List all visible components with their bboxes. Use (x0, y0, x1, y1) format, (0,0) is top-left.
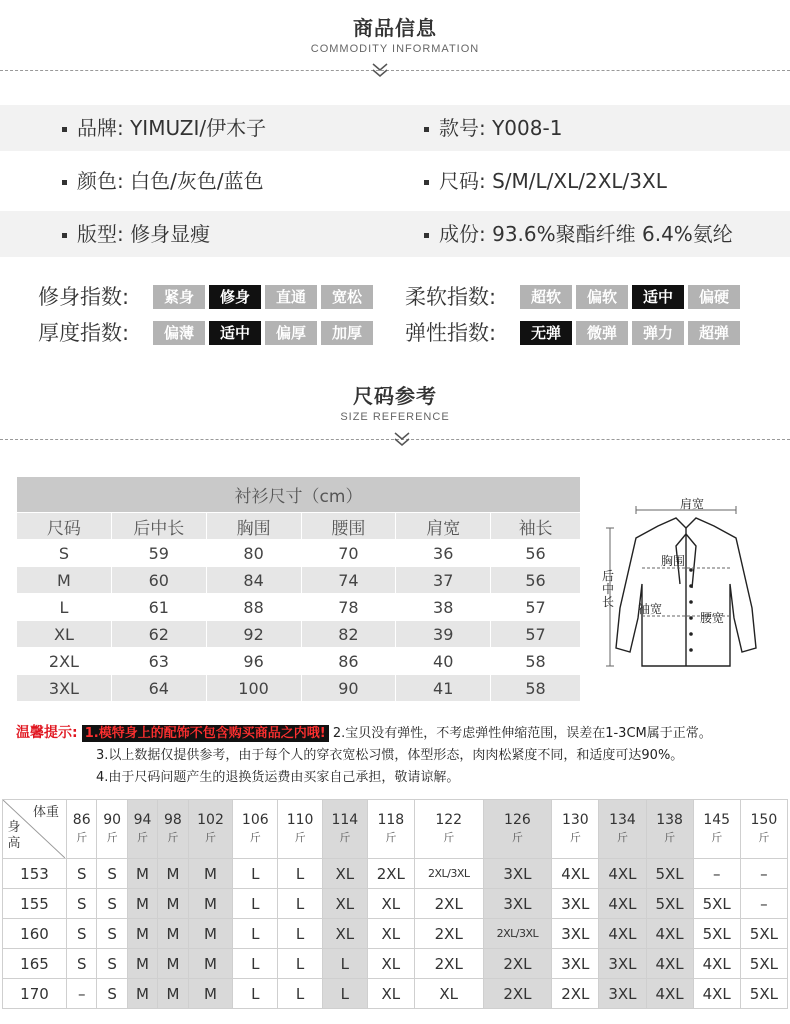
fit-grid-cell: 3XL (483, 889, 552, 919)
weight-unit: 斤 (711, 831, 723, 844)
size-table-header-cell: 腰围 (301, 513, 396, 540)
weight-value: 130 (561, 812, 589, 828)
size-table-cell: 63 (111, 648, 206, 675)
size-table-header-cell: 肩宽 (396, 513, 491, 540)
notes (16, 722, 786, 789)
fit-grid-cell: 3XL (552, 949, 599, 979)
size-table-cell: 58 (491, 675, 581, 702)
weight-header-cell (599, 800, 646, 859)
fit-grid-cell: XL (414, 979, 483, 1009)
commodity-heading-cn: 商品信息 (353, 16, 437, 40)
size-table-row (17, 648, 581, 675)
size-table-cell: 78 (301, 594, 396, 621)
fit-grid-cell: 2XL/3XL (414, 859, 483, 889)
weight-value: 114 (331, 812, 359, 828)
weight-unit: 斤 (511, 831, 523, 844)
fit-grid-cell: XL (322, 919, 367, 949)
fit-grid-cell: XL (367, 919, 414, 949)
index-option: 偏硬 (688, 285, 740, 309)
fit-grid-row (3, 949, 788, 979)
info-row-2 (0, 158, 790, 204)
size-table-cell: 96 (206, 648, 301, 675)
diagram-label-shoulder: 肩宽 (680, 497, 705, 511)
weight-header-cell (483, 800, 552, 859)
weight-value: 102 (197, 812, 224, 828)
corner-weight-label: 体重 (33, 805, 60, 820)
fit-grid-cell: M (127, 919, 157, 949)
fit-grid-cell: M (127, 979, 157, 1009)
weight-value: 145 (703, 812, 731, 828)
index-option: 适中 (209, 321, 261, 345)
size-table-cell: 58 (491, 648, 581, 675)
fit-grid-cell: S (97, 949, 127, 979)
size-table-cell: 41 (396, 675, 491, 702)
fit-grid-cell: 5XL (740, 979, 787, 1009)
fit-grid-cell: XL (322, 889, 367, 919)
fit-grid-cell: 3XL (599, 949, 646, 979)
fit-grid (2, 799, 788, 1009)
fit-grid-cell: L (322, 979, 367, 1009)
fit-grid-cell: 4XL (693, 979, 740, 1009)
weight-unit: 斤 (76, 831, 88, 844)
fit-grid-row (3, 889, 788, 919)
size-table-row (17, 594, 581, 621)
size-table-cell: 38 (396, 594, 491, 621)
brand-text: 品牌: YIMUZI/伊木子 (77, 116, 267, 140)
size-table-cell: S (17, 540, 112, 567)
fit-grid-cell: 5XL (693, 919, 740, 949)
size-table-cell: 84 (206, 567, 301, 594)
size-table-row (17, 567, 581, 594)
size-table-cell: 59 (111, 540, 206, 567)
weight-header-cell (233, 800, 278, 859)
fit-grid-cell: L (233, 889, 278, 919)
fit-item (62, 211, 210, 257)
index-label: 柔软指数: (405, 285, 497, 309)
fit-grid-cell: S (97, 919, 127, 949)
fit-grid-cell: 3XL (552, 889, 599, 919)
index-option: 弹力 (632, 321, 684, 345)
fit-grid-cell: 5XL (646, 859, 693, 889)
size-table-cell: 2XL (17, 648, 112, 675)
weight-unit: 斤 (385, 831, 397, 844)
bullet-icon (424, 233, 429, 238)
size-table-cell: 40 (396, 648, 491, 675)
size-table-header (17, 513, 581, 540)
bullet-icon (62, 127, 67, 132)
weight-value: 122 (435, 812, 463, 828)
fit-grid-cell: 4XL (646, 979, 693, 1009)
weight-unit: 斤 (339, 831, 351, 844)
index-option: 偏厚 (265, 321, 317, 345)
weight-unit: 斤 (294, 831, 306, 844)
fit-grid-cell: M (188, 979, 233, 1009)
size-table-header-cell: 后中长 (111, 513, 206, 540)
height-cell: 160 (3, 919, 67, 949)
fit-grid-cell: L (233, 859, 278, 889)
brand-item (62, 105, 266, 151)
fit-grid-cell: 2XL (414, 949, 483, 979)
index-option: 超弹 (688, 321, 740, 345)
fit-grid-cell: 2XL (483, 979, 552, 1009)
chevron-down-icon (392, 431, 412, 447)
weight-header-cell (97, 800, 127, 859)
weight-value: 126 (504, 812, 531, 828)
index-option: 偏软 (576, 285, 628, 309)
color-item (62, 158, 264, 204)
weight-unit: 斤 (664, 831, 676, 844)
size-heading-cn: 尺码参考 (353, 384, 437, 408)
index-option: 适中 (632, 285, 684, 309)
fit-grid-cell: L (278, 979, 323, 1009)
size-table-cell: 37 (396, 567, 491, 594)
fit-grid-cell: XL (367, 979, 414, 1009)
shirt-diagram (596, 488, 776, 678)
size-table-cell: 92 (206, 621, 301, 648)
note-title: 温馨提示: (16, 725, 78, 741)
fit-grid-cell: – (740, 859, 787, 889)
fit-grid-cell: L (233, 979, 278, 1009)
weight-value: 150 (750, 812, 778, 828)
size-table-cell: 36 (396, 540, 491, 567)
size-text: 尺码: S/M/L/XL/2XL/3XL (439, 169, 667, 193)
fit-grid-cell: 5XL (740, 919, 787, 949)
fit-grid-cell: S (67, 949, 97, 979)
size-heading-en: SIZE REFERENCE (340, 411, 450, 423)
index-option: 无弹 (520, 321, 572, 345)
fit-grid-cell: M (127, 859, 157, 889)
weight-header-cell (414, 800, 483, 859)
size-table-cell: 64 (111, 675, 206, 702)
weight-header-cell (646, 800, 693, 859)
fit-grid-row (3, 859, 788, 889)
weight-unit: 斤 (205, 831, 217, 844)
info-row-3 (0, 211, 790, 257)
weight-value: 138 (656, 812, 683, 828)
size-table-cell: 80 (206, 540, 301, 567)
fit-grid-cell: L (278, 859, 323, 889)
index-label: 厚度指数: (38, 321, 130, 345)
weight-unit: 斤 (137, 831, 149, 844)
weight-header-cell (188, 800, 233, 859)
weight-unit: 斤 (569, 831, 581, 844)
fit-grid-cell: M (188, 919, 233, 949)
fit-grid-cell: XL (322, 859, 367, 889)
bullet-icon (62, 233, 67, 238)
weight-header-cell (278, 800, 323, 859)
fit-grid-cell: L (278, 949, 323, 979)
composition-text: 成份: 93.6%聚酯纤维 6.4%氨纶 (439, 222, 733, 246)
index-option: 宽松 (321, 285, 373, 309)
size-table-cell: 88 (206, 594, 301, 621)
size-table-cell: 39 (396, 621, 491, 648)
fit-grid-cell: 4XL (599, 889, 646, 919)
fit-grid-cell: – (67, 979, 97, 1009)
fit-text: 版型: 修身显瘦 (77, 222, 211, 246)
weight-unit: 斤 (167, 831, 179, 844)
index-label: 修身指数: (38, 285, 130, 309)
size-table-row (17, 621, 581, 648)
weight-unit: 斤 (443, 831, 455, 844)
fit-grid-cell: L (278, 919, 323, 949)
weight-header-cell (367, 800, 414, 859)
note-4: 4.由于尺码问题产生的退换货运费由买家自己承担，敬请谅解。 (96, 770, 460, 785)
weight-unit: 斤 (106, 831, 118, 844)
fit-grid-cell: M (158, 889, 188, 919)
index-option: 紧身 (153, 285, 205, 309)
size-table-cell: 74 (301, 567, 396, 594)
fit-grid-cell: 4XL (646, 949, 693, 979)
diagram-label-waist: 腰宽 (700, 611, 725, 625)
fit-grid-cell: 4XL (599, 919, 646, 949)
fit-grid-cell: 2XL (483, 949, 552, 979)
weight-unit: 斤 (758, 831, 770, 844)
weight-header-cell (127, 800, 157, 859)
height-cell: 155 (3, 889, 67, 919)
size-table-cell: 82 (301, 621, 396, 648)
size-table-cell: 3XL (17, 675, 112, 702)
divider (0, 70, 790, 71)
fit-grid-cell: M (158, 949, 188, 979)
index-option: 直通 (265, 285, 317, 309)
fit-grid-cell: S (97, 859, 127, 889)
fit-grid-cell: 2XL (414, 919, 483, 949)
size-table-cell: XL (17, 621, 112, 648)
weight-header-cell (158, 800, 188, 859)
size-table (16, 476, 581, 702)
fit-grid-cell: 3XL (483, 859, 552, 889)
weight-value: 90 (103, 812, 122, 828)
fit-grid-row (3, 979, 788, 1009)
fit-grid-cell: M (158, 859, 188, 889)
fit-grid-cell: L (278, 889, 323, 919)
fit-grid-cell: M (188, 889, 233, 919)
fit-grid-cell: 2XL/3XL (483, 919, 552, 949)
index-label: 弹性指数: (405, 321, 497, 345)
size-table-cell: 100 (206, 675, 301, 702)
model-item (424, 105, 562, 151)
index-option: 加厚 (321, 321, 373, 345)
composition-item (424, 211, 733, 257)
weight-unit: 斤 (249, 831, 261, 844)
bullet-icon (424, 127, 429, 132)
size-table-cell: 57 (491, 594, 581, 621)
fit-grid-cell: 5XL (740, 949, 787, 979)
fit-grid-cell: – (740, 889, 787, 919)
size-table-header-cell: 袖长 (491, 513, 581, 540)
fit-grid-cell: – (693, 859, 740, 889)
height-cell: 170 (3, 979, 67, 1009)
size-table-cell: M (17, 567, 112, 594)
height-cell: 153 (3, 859, 67, 889)
note-1: 1.模特身上的配饰不包含购买商品之内哦! (82, 725, 329, 742)
size-table-cell: 62 (111, 621, 206, 648)
corner-height-label: 身高 (7, 820, 21, 851)
fit-grid-cell: 2XL (414, 889, 483, 919)
fit-grid-cell: M (188, 859, 233, 889)
size-heading (0, 380, 790, 423)
weight-header-cell (740, 800, 787, 859)
index-option: 微弹 (576, 321, 628, 345)
size-table-cell: 90 (301, 675, 396, 702)
size-table-cell: 56 (491, 567, 581, 594)
weight-unit: 斤 (616, 831, 628, 844)
chevron-down-icon (370, 62, 390, 78)
fit-grid-cell: 5XL (693, 889, 740, 919)
size-table-cell: L (17, 594, 112, 621)
fit-grid-cell: 3XL (599, 979, 646, 1009)
fit-grid-cell: S (97, 979, 127, 1009)
diagram-label-chest: 胸围 (661, 554, 686, 568)
commodity-heading-en: COMMODITY INFORMATION (310, 43, 480, 55)
fit-grid-cell: S (67, 889, 97, 919)
weight-value: 134 (609, 812, 636, 828)
fit-grid-cell: L (322, 949, 367, 979)
fit-grid-cell: S (67, 919, 97, 949)
fit-grid-cell: 3XL (552, 919, 599, 949)
fit-grid-cell: XL (367, 889, 414, 919)
fit-grid-cell: M (158, 919, 188, 949)
size-table-cell: 70 (301, 540, 396, 567)
fit-grid-cell: L (233, 949, 278, 979)
fit-grid-cell: M (158, 979, 188, 1009)
size-table-header-cell: 尺码 (17, 513, 112, 540)
fit-grid-cell: 4XL (552, 859, 599, 889)
size-table-header-cell: 胸围 (206, 513, 301, 540)
size-item (424, 158, 667, 204)
weight-header-cell (693, 800, 740, 859)
size-table-cell: 86 (301, 648, 396, 675)
bullet-icon (62, 180, 67, 185)
fit-grid-cell: 2XL (552, 979, 599, 1009)
height-cell: 165 (3, 949, 67, 979)
fit-grid-cell: XL (367, 949, 414, 979)
weight-value: 86 (72, 812, 91, 828)
fit-grid-cell: S (97, 889, 127, 919)
index-option: 超软 (520, 285, 572, 309)
weight-value: 110 (286, 812, 314, 828)
note-line-1 (16, 722, 786, 745)
color-text: 颜色: 白色/灰色/蓝色 (77, 169, 264, 193)
commodity-heading (0, 12, 790, 55)
bullet-icon (424, 180, 429, 185)
fit-grid-cell: M (127, 949, 157, 979)
fit-grid-cell: M (188, 949, 233, 979)
fit-grid-row (3, 919, 788, 949)
fit-grid-header (3, 800, 788, 859)
size-table-caption: 衬衫尺寸（cm） (17, 477, 581, 513)
index-option: 修身 (209, 285, 261, 309)
fit-grid-cell: M (127, 889, 157, 919)
size-table-cell: 60 (111, 567, 206, 594)
fit-grid-cell: 4XL (599, 859, 646, 889)
note-3: 3.以上数据仅提供参考，由于每个人的穿衣宽松习惯，体型形态，肉肉松紧度不同，和适度可达90%。 (96, 748, 684, 763)
fit-grid-cell: L (233, 919, 278, 949)
index-option: 偏薄 (153, 321, 205, 345)
size-table-cell: 56 (491, 540, 581, 567)
note-2: 2.宝贝没有弹性，不考虑弹性伸缩范围，误差在1-3CM属于正常。 (332, 726, 712, 741)
size-table-cell: 61 (111, 594, 206, 621)
info-row-1 (0, 105, 790, 151)
weight-header-cell (552, 800, 599, 859)
size-table-cell: 57 (491, 621, 581, 648)
fit-grid-cell: S (67, 859, 97, 889)
weight-value: 106 (241, 812, 269, 828)
fit-grid-cell: 5XL (646, 889, 693, 919)
fit-grid-cell: 4XL (646, 919, 693, 949)
weight-header-cell (67, 800, 97, 859)
weight-value: 94 (133, 812, 152, 828)
size-table-row (17, 675, 581, 702)
weight-header-cell (322, 800, 367, 859)
fit-grid-cell: 4XL (693, 949, 740, 979)
weight-value: 118 (377, 812, 405, 828)
diagram-label-length: 后中长 (602, 569, 615, 609)
diagram-label-sleeve: 袖宽 (638, 602, 663, 616)
fit-grid-cell: 2XL (367, 859, 414, 889)
weight-value: 98 (164, 812, 182, 828)
fit-grid-corner (3, 800, 67, 859)
model-text: 款号: Y008-1 (439, 116, 563, 140)
size-table-row (17, 540, 581, 567)
